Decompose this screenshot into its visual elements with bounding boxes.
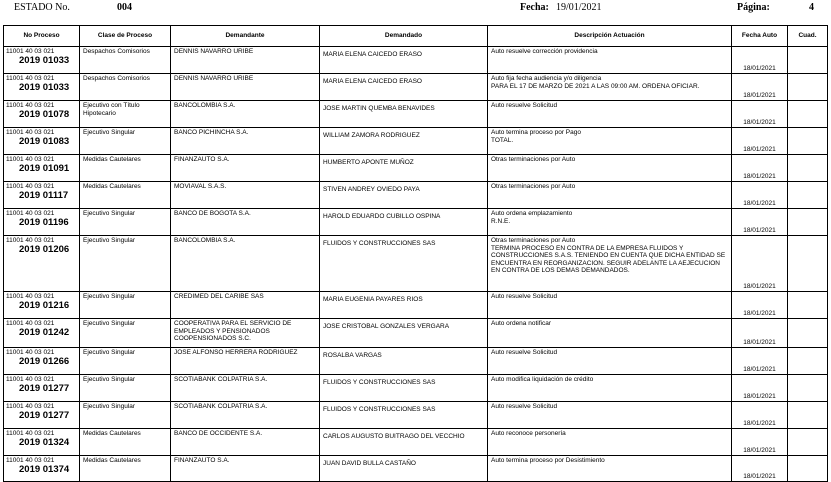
proceso-radicado: 11001 40 03 021 <box>6 237 55 244</box>
clase-proceso-cell: Medidas Cautelares <box>80 456 171 482</box>
proceso-numero: 2019 01277 <box>19 382 70 394</box>
proceso-numero: 2019 01117 <box>19 189 69 201</box>
demandado-cell: JUAN DAVID BULLA CASTAÑO <box>320 456 488 482</box>
cuad-cell <box>788 348 828 375</box>
col-clase-proceso: Clase de Proceso <box>80 26 171 47</box>
proceso-radicado: 11001 40 03 021 <box>6 129 55 136</box>
demandante-cell: FINANZAUTO S.A. <box>171 155 320 182</box>
actuacion-cell: Otras terminaciones por Auto TERMINA PROCESO EN CONTRA DE LA EMPRESA FLUIDOS Y CONSTRUCCIONES S.A.S. TENIENDO EN CUENTA QUE DICHA ENTIDAD SE ENCUENTRA EN REORGANIZACION. SEGUIR ADELANTE LA AEJECUCION EN CONTRA DE LOS DEMAS DEMANDADOS. <box>488 236 732 292</box>
no-proceso-cell <box>4 292 80 319</box>
cuad-cell <box>788 375 828 402</box>
proceso-numero: 2019 01216 <box>19 299 70 311</box>
cuad-cell <box>788 402 828 429</box>
fecha-auto-cell: 18/01/2021 <box>732 319 788 348</box>
fecha-value: 19/01/2021 <box>556 2 602 13</box>
proceso-radicado: 11001 40 03 021 <box>6 349 55 356</box>
no-proceso-cell <box>4 74 80 101</box>
proceso-radicado: 11001 40 03 021 <box>6 293 55 300</box>
table-row <box>4 319 828 348</box>
demandado-cell: ROSALBA VARGAS <box>320 348 488 375</box>
proceso-radicado: 11001 40 03 021 <box>6 102 55 109</box>
actuacion-cell: Otras terminaciones por Auto <box>488 155 732 182</box>
clase-proceso-cell: Ejecutivo con Título Hipotecario <box>80 101 171 128</box>
demandante-cell: SCOTIABANK COLPATRIA S.A. <box>171 402 320 429</box>
fecha-auto-cell: 18/01/2021 <box>732 128 788 155</box>
table-row <box>4 292 828 319</box>
proceso-radicado: 11001 40 03 021 <box>6 156 55 163</box>
actuacion-cell: Auto termina proceso por Desistimiento <box>488 456 732 482</box>
demandado-cell: STIVEN ANDREY OVIEDO PAYA <box>320 182 488 209</box>
table-row <box>4 456 828 482</box>
fecha-auto-cell: 18/01/2021 <box>732 155 788 182</box>
proceso-numero: 2019 01196 <box>19 216 69 228</box>
demandante-cell: COOPERATIVA PARA EL SERVICIO DE EMPLEADOS Y PENSIONADOS COOPENSIONADOS S.C. <box>171 319 320 348</box>
fecha-auto-cell: 18/01/2021 <box>732 429 788 456</box>
no-proceso-cell <box>4 375 80 402</box>
demandante-cell: JOSE ALFONSO HERRERA RODRIGUEZ <box>171 348 320 375</box>
demandado-cell: HUMBERTO APONTE MUÑOZ <box>320 155 488 182</box>
estado-number: 004 <box>117 2 132 13</box>
demandante-cell: BANCOLOMBIA S.A. <box>171 236 320 292</box>
page-header <box>0 0 831 22</box>
proceso-radicado: 11001 40 03 021 <box>6 210 55 217</box>
actuacion-cell: Auto resuelve Solicitud <box>488 101 732 128</box>
cuad-cell <box>788 292 828 319</box>
demandado-cell: CARLOS AUGUSTO BUITRAGO DEL VECCHIO <box>320 429 488 456</box>
demandado-cell: FLUIDOS Y CONSTRUCCIONES SAS <box>320 402 488 429</box>
fecha-auto-cell: 18/01/2021 <box>732 348 788 375</box>
proceso-radicado: 11001 40 03 021 <box>6 430 55 437</box>
no-proceso-cell <box>4 47 80 74</box>
demandante-cell: BANCO DE BOGOTA S.A. <box>171 209 320 236</box>
demandante-cell: CREDIMED DEL CARIBE SAS <box>171 292 320 319</box>
proceso-radicado: 11001 40 03 021 <box>6 183 55 190</box>
fecha-auto-cell: 18/01/2021 <box>732 74 788 101</box>
demandado-cell: JOSE MARTIN QUEMBA BENAVIDES <box>320 101 488 128</box>
no-proceso-cell <box>4 348 80 375</box>
estado-table <box>3 25 828 482</box>
clase-proceso-cell: Ejecutivo Singular <box>80 319 171 348</box>
cuad-cell <box>788 456 828 482</box>
proceso-numero: 2019 01374 <box>19 463 70 475</box>
fecha-auto-cell: 18/01/2021 <box>732 292 788 319</box>
actuacion-cell: Auto ordena notificar <box>488 319 732 348</box>
cuad-cell <box>788 74 828 101</box>
cuad-cell <box>788 101 828 128</box>
proceso-numero: 2019 01324 <box>19 436 70 448</box>
cuad-cell <box>788 209 828 236</box>
proceso-numero: 2019 01206 <box>19 243 70 255</box>
table-row <box>4 182 828 209</box>
cuad-cell <box>788 429 828 456</box>
demandante-cell: DENNIS NAVARRO URIBE <box>171 47 320 74</box>
clase-proceso-cell: Ejecutivo Singular <box>80 375 171 402</box>
col-no-proceso: No Proceso <box>4 26 80 47</box>
col-descripcion: Descripción Actuación <box>488 26 732 47</box>
col-fecha-auto: Fecha Auto <box>732 26 788 47</box>
clase-proceso-cell: Ejecutivo Singular <box>80 292 171 319</box>
actuacion-cell: Auto reconoce personería <box>488 429 732 456</box>
table-row <box>4 47 828 74</box>
clase-proceso-cell: Medidas Cautelares <box>80 155 171 182</box>
actuacion-cell: Otras terminaciones por Auto <box>488 182 732 209</box>
fecha-auto-cell: 18/01/2021 <box>732 47 788 74</box>
actuacion-cell: Auto resuelve Solicitud <box>488 348 732 375</box>
proceso-radicado: 11001 40 03 021 <box>6 457 55 464</box>
demandado-cell: MARIA ELENA CAICEDO ERASO <box>320 47 488 74</box>
actuacion-cell: Auto resuelve corrección providencia <box>488 47 732 74</box>
fecha-auto-cell: 18/01/2021 <box>732 209 788 236</box>
fecha-auto-cell: 18/01/2021 <box>732 375 788 402</box>
clase-proceso-cell: Medidas Cautelares <box>80 429 171 456</box>
proceso-radicado: 11001 40 03 021 <box>6 403 55 410</box>
fecha-auto-cell: 18/01/2021 <box>732 456 788 482</box>
table-row <box>4 429 828 456</box>
fecha-auto-cell: 18/01/2021 <box>732 182 788 209</box>
table-row <box>4 402 828 429</box>
table-row <box>4 74 828 101</box>
fecha-label: Fecha: <box>520 2 549 13</box>
demandante-cell: MOVIAVAL S.A.S. <box>171 182 320 209</box>
demandante-cell: FINANZAUTO S.A. <box>171 456 320 482</box>
actuacion-cell: Auto ordena emplazamiento R.N.E. <box>488 209 732 236</box>
proceso-numero: 2019 01091 <box>19 162 70 174</box>
clase-proceso-cell: Ejecutivo Singular <box>80 128 171 155</box>
no-proceso-cell <box>4 209 80 236</box>
table-row <box>4 375 828 402</box>
table-row <box>4 209 828 236</box>
cuad-cell <box>788 182 828 209</box>
actuacion-cell: Auto fija fecha audiencia y/o diligencia PARA EL 17 DE MARZO DE 2021 A LAS 09:00 AM. ORDENA OFICIAR. <box>488 74 732 101</box>
pagina-number: 4 <box>809 2 814 13</box>
clase-proceso-cell: Ejecutivo Singular <box>80 402 171 429</box>
table-row <box>4 348 828 375</box>
col-cuad: Cuad. <box>788 26 828 47</box>
proceso-numero: 2019 01266 <box>19 355 70 367</box>
clase-proceso-cell: Medidas Cautelares <box>80 182 171 209</box>
no-proceso-cell <box>4 429 80 456</box>
clase-proceso-cell: Ejecutivo Singular <box>80 348 171 375</box>
proceso-numero: 2019 01242 <box>19 326 70 338</box>
clase-proceso-cell: Despachos Comisorios <box>80 74 171 101</box>
actuacion-cell: Auto resuelve Solicitud <box>488 292 732 319</box>
table-row <box>4 236 828 292</box>
proceso-numero: 2019 01277 <box>19 409 70 421</box>
fecha-auto-cell: 18/01/2021 <box>732 101 788 128</box>
demandado-cell: JOSE CRISTOBAL GONZALES VERGARA <box>320 319 488 348</box>
clase-proceso-cell: Despachos Comisorios <box>80 47 171 74</box>
no-proceso-cell <box>4 236 80 292</box>
demandado-cell: MARIA EUGENIA PAYARES RIOS <box>320 292 488 319</box>
actuacion-cell: Auto resuelve Solicitud <box>488 402 732 429</box>
pagina-label: Página: <box>737 2 770 13</box>
table-row <box>4 128 828 155</box>
col-demandado: Demandado <box>320 26 488 47</box>
table-row <box>4 155 828 182</box>
proceso-radicado: 11001 40 03 021 <box>6 75 55 82</box>
cuad-cell <box>788 47 828 74</box>
demandado-cell: FLUIDOS Y CONSTRUCCIONES SAS <box>320 236 488 292</box>
actuacion-cell: Auto termina proceso por Pago TOTAL. <box>488 128 732 155</box>
no-proceso-cell <box>4 456 80 482</box>
demandado-cell: WILLIAM ZAMORA RODRIGUEZ <box>320 128 488 155</box>
cuad-cell <box>788 319 828 348</box>
demandante-cell: BANCOLOMBIA S.A. <box>171 101 320 128</box>
demandante-cell: BANCO DE OCCIDENTE S.A. <box>171 429 320 456</box>
no-proceso-cell <box>4 155 80 182</box>
demandado-cell: HAROLD EDUARDO CUBILLO OSPINA <box>320 209 488 236</box>
demandante-cell: SCOTIABANK COLPATRIA S.A. <box>171 375 320 402</box>
demandante-cell: BANCO PICHINCHA S.A. <box>171 128 320 155</box>
demandante-cell: DENNIS NAVARRO URIBE <box>171 74 320 101</box>
table-row <box>4 101 828 128</box>
demandado-cell: MARIA ELENA CAICEDO ERASO <box>320 74 488 101</box>
no-proceso-cell <box>4 319 80 348</box>
proceso-numero: 2019 01078 <box>19 108 70 120</box>
estado-label: ESTADO No. <box>14 2 70 13</box>
cuad-cell <box>788 128 828 155</box>
fecha-auto-cell: 18/01/2021 <box>732 402 788 429</box>
proceso-numero: 2019 01083 <box>19 135 70 147</box>
cuad-cell <box>788 236 828 292</box>
table-header-row <box>4 26 828 47</box>
no-proceso-cell <box>4 402 80 429</box>
col-demandante: Demandante <box>171 26 320 47</box>
proceso-radicado: 11001 40 03 021 <box>6 48 55 55</box>
proceso-radicado: 11001 40 03 021 <box>6 376 55 383</box>
proceso-numero: 2019 01033 <box>19 81 70 93</box>
proceso-numero: 2019 01033 <box>19 54 70 66</box>
clase-proceso-cell: Ejecutivo Singular <box>80 236 171 292</box>
fecha-auto-cell: 18/01/2021 <box>732 236 788 292</box>
actuacion-cell: Auto modifica liquidación de crédito <box>488 375 732 402</box>
proceso-radicado: 11001 40 03 021 <box>6 320 55 327</box>
clase-proceso-cell: Ejecutivo Singular <box>80 209 171 236</box>
cuad-cell <box>788 155 828 182</box>
no-proceso-cell <box>4 182 80 209</box>
demandado-cell: FLUIDOS Y CONSTRUCCIONES SAS <box>320 375 488 402</box>
no-proceso-cell <box>4 128 80 155</box>
no-proceso-cell <box>4 101 80 128</box>
